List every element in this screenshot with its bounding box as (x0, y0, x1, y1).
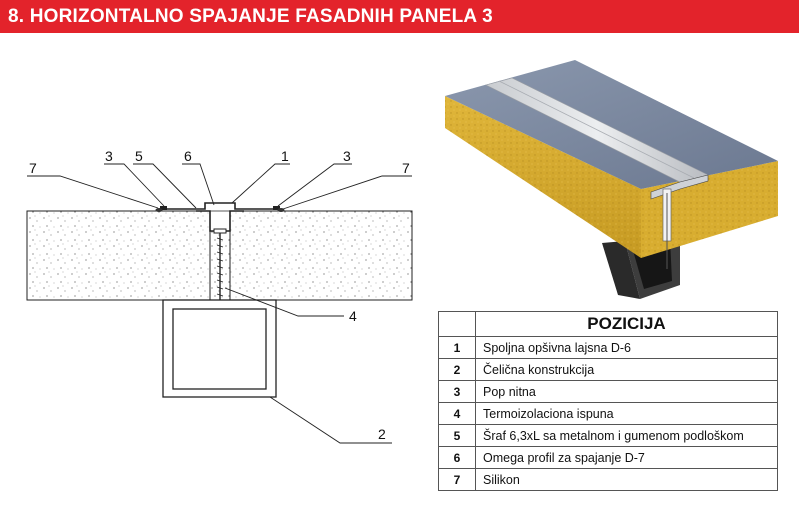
legend-header (439, 312, 778, 337)
legend-number: 5 (439, 425, 476, 447)
legend-text: Omega profil za spajanje D-7 (476, 447, 778, 469)
callout-4: 4 (349, 308, 357, 324)
legend-text: Termoizolaciona ispuna (476, 403, 778, 425)
callout-5: 5 (135, 148, 143, 164)
legend-number: 4 (439, 403, 476, 425)
legend-text: Čelična konstrukcija (476, 359, 778, 381)
legend-row (439, 447, 778, 469)
legend-title: POZICIJA (476, 312, 778, 337)
legend-number: 6 (439, 447, 476, 469)
legend-corner (439, 312, 476, 337)
callout-3-right: 3 (343, 148, 351, 164)
legend-row (439, 337, 778, 359)
legend-row (439, 469, 778, 491)
callout-3-left: 3 (105, 148, 113, 164)
panel-3d-render (445, 60, 778, 299)
legend-number: 7 (439, 469, 476, 491)
callout-1: 1 (281, 148, 289, 164)
legend-number: 2 (439, 359, 476, 381)
callout-6: 6 (184, 148, 192, 164)
legend-row (439, 425, 778, 447)
legend-text: Pop nitna (476, 381, 778, 403)
legend-row (439, 403, 778, 425)
legend-number: 3 (439, 381, 476, 403)
legend-row (439, 359, 778, 381)
page-title: 8. HORIZONTALNO SPAJANJE FASADNIH PANELA 3 (8, 6, 493, 27)
legend-text: Spoljna opšivna lajsna D-6 (476, 337, 778, 359)
legend-number: 1 (439, 337, 476, 359)
callout-2: 2 (378, 426, 386, 442)
legend-table (438, 311, 778, 491)
callout-7-right: 7 (402, 160, 410, 176)
legend-text: Šraf 6,3xL sa metalnom i gumenom podloškom (476, 425, 778, 447)
header-bar (0, 0, 799, 33)
cross-section (27, 203, 412, 397)
legend-row (439, 381, 778, 403)
callout-7-left: 7 (29, 160, 37, 176)
legend-text: Silikon (476, 469, 778, 491)
